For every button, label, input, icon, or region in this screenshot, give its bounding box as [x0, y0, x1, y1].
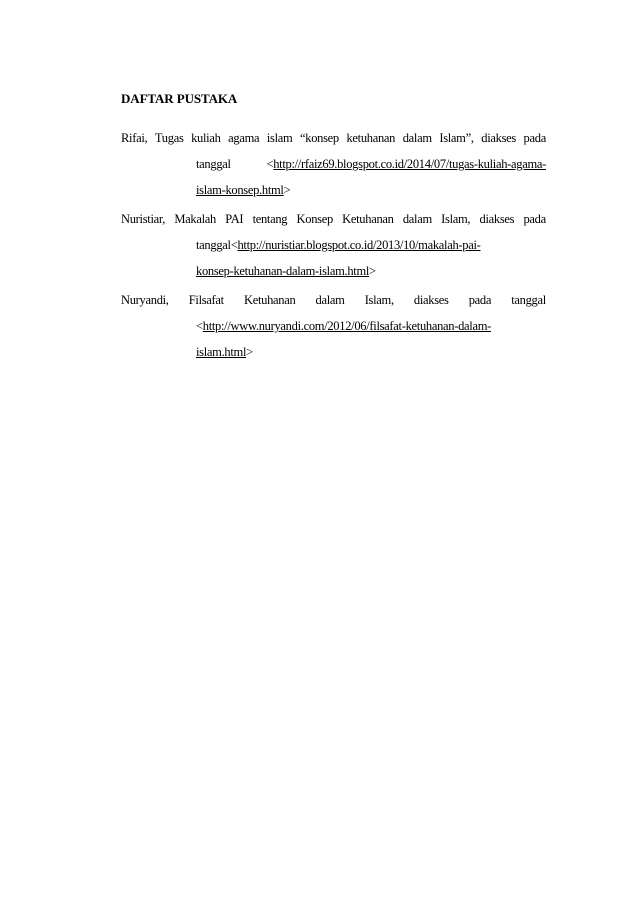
- reference-entry-nuristiar: [121, 206, 546, 284]
- word: Nuristiar,: [121, 212, 166, 226]
- word: ketuhanan: [346, 131, 396, 145]
- reference-link[interactable]: http://rfaiz69.blogspot.co.id/2014/07/tugas-kuliah-agama-: [273, 157, 546, 171]
- reference-line: [121, 339, 546, 365]
- word: diakses: [479, 212, 515, 226]
- angle-bracket: <: [196, 319, 203, 333]
- word: Konsep: [296, 212, 333, 226]
- page-title: DAFTAR PUSTAKA: [121, 91, 238, 106]
- word: Makalah: [174, 212, 216, 226]
- date-label: tanggal<: [196, 238, 238, 252]
- word: diakses: [413, 293, 449, 307]
- word: dalam: [315, 293, 345, 307]
- word: tentang: [252, 212, 288, 226]
- reference-link[interactable]: islam.html: [196, 345, 247, 359]
- reference-line: [121, 151, 546, 177]
- reference-link[interactable]: http://www.nuryandi.com/2012/06/filsafat-ketuhanan-dalam-: [202, 319, 492, 333]
- date-label: tanggal: [196, 157, 231, 171]
- word: pada: [523, 131, 546, 145]
- reference-line: [121, 313, 546, 339]
- word: Filsafat: [188, 293, 224, 307]
- reference-line: [121, 287, 546, 313]
- word: PAI: [225, 212, 244, 226]
- word: Islam”,: [439, 131, 474, 145]
- word: Ketuhanan: [342, 212, 394, 226]
- url-wrapper: [266, 151, 546, 177]
- word: dalam: [402, 212, 432, 226]
- word: pada: [523, 212, 546, 226]
- reference-line: [121, 258, 546, 284]
- word: dalam: [402, 131, 432, 145]
- word: Ketuhanan: [243, 293, 296, 307]
- word: kuliah: [191, 131, 221, 145]
- reference-entry-nuryandi: [121, 287, 546, 365]
- reference-line: [121, 206, 546, 232]
- reference-link[interactable]: konsep-ketuhanan-dalam-islam.html: [196, 264, 370, 278]
- word: Tugas: [154, 131, 184, 145]
- reference-entry-rifai: [121, 125, 546, 203]
- word: Rifai,: [121, 131, 148, 145]
- word: islam: [266, 131, 293, 145]
- reference-link[interactable]: islam-konsep.html: [196, 183, 284, 197]
- reference-link[interactable]: http://nuristiar.blogspot.co.id/2013/10/makalah-pai-: [237, 238, 481, 252]
- angle-bracket: >: [246, 345, 253, 359]
- reference-line: [121, 125, 546, 151]
- angle-bracket: >: [283, 183, 291, 197]
- word: diakses: [481, 131, 516, 145]
- word: pada: [468, 293, 492, 307]
- word: “konsep: [300, 131, 339, 145]
- word: agama: [228, 131, 260, 145]
- word: Islam,: [441, 212, 471, 226]
- reference-line: [121, 232, 546, 258]
- reference-line: [121, 177, 546, 203]
- word: tanggal: [511, 293, 546, 307]
- word: Islam,: [364, 293, 394, 307]
- word: Nuryandi,: [121, 293, 169, 307]
- angle-bracket: <: [266, 157, 274, 171]
- angle-bracket: >: [369, 264, 376, 278]
